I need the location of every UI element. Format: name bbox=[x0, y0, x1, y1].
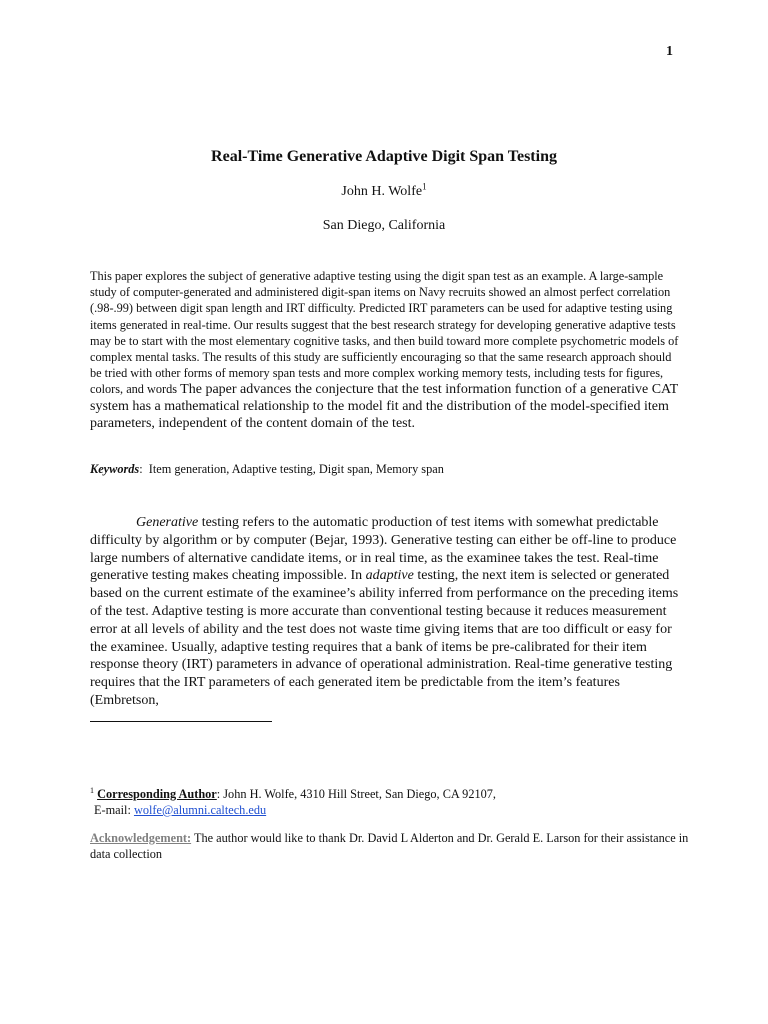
footnote-line-1 bbox=[90, 786, 690, 802]
keywords-separator: : bbox=[139, 462, 143, 476]
footnote-divider bbox=[90, 721, 272, 722]
body-text-1: testing refers to the automatic production of test items with somewhat predictable difficulty by algorithm or by computer (Bejar, 1993). Generative testing can either be off-line to produce large numbers of alternative candidate items, or in real time, as the examinee takes the test. Real-time generative testing makes cheating impossible. In bbox=[90, 515, 677, 584]
footnote-line-2 bbox=[90, 802, 690, 818]
abstract-main: This paper explores the subject of generative adaptive testing using the digit span test as an example. A large-sample study of computer-generated and administered digit-span items on Navy recruits showed an almost perfect correlation (.98-.99) between digit span length and IRT difficulty. Predicted IRT parameters can be used for adaptive testing using items generated in real-time. Our results suggest that the best research strategy for developing generative adaptive tests may be to start with the most elementary cognitive tasks, and then build toward more complete psychometric models of complex mental tasks. The results of this study are sufficiently encouraging so that the same research approach should be tried with other forms of memory span tests and more complex working memory tests, including tests for figures, colors, and words bbox=[90, 269, 679, 397]
footnote-text: : John H. Wolfe, 4310 Hill Street, San Diego, CA 92107, bbox=[216, 787, 496, 801]
abstract bbox=[90, 268, 680, 432]
paper-title: Real-Time Generative Adaptive Digit Span Testing bbox=[211, 148, 557, 165]
footnote-label: Corresponding Author bbox=[97, 787, 217, 801]
keywords bbox=[90, 462, 680, 477]
abstract-tail: The paper advances the conjecture that the test information function of a generative CAT system has a mathematical relationship to the model fit and the distribution of the model-specified item parameters, independent of the content domain of the test. bbox=[90, 382, 678, 432]
email-link[interactable]: wolfe@alumni.caltech.edu bbox=[133, 803, 267, 817]
acknowledgement bbox=[90, 830, 690, 862]
keywords-text: Item generation, Adaptive testing, Digit span, Memory span bbox=[148, 462, 444, 476]
email-label: E-mail: bbox=[94, 803, 134, 817]
body-paragraph bbox=[90, 514, 680, 710]
author-location: San Diego, California bbox=[322, 218, 446, 233]
author-name: John H. Wolfe bbox=[341, 184, 423, 199]
acknowledgement-label: Acknowledgement: bbox=[90, 831, 192, 845]
footnote bbox=[90, 786, 690, 818]
term-adaptive: adaptive bbox=[365, 568, 414, 584]
acknowledgement-text: The author would like to thank Dr. David L Alderton and Dr. Gerald E. Larson for their assistance in data collection bbox=[90, 831, 689, 861]
keywords-label: Keywords bbox=[90, 462, 140, 476]
page-number: 1 bbox=[666, 44, 673, 59]
term-generative: Generative bbox=[136, 515, 199, 530]
footnote-mark: 1 bbox=[90, 785, 94, 795]
author-line bbox=[0, 181, 768, 200]
body-text-2: testing, the next item is selected or generated based on the current estimate of the examinee’s ability inferred from performance on the preceding items of the test. Adaptive testing is more accurate than conventional testing because it reduces measurement error at all levels of ability and the test does not waste time giving items that are too difficult or easy for the examinee. Usually, adaptive testing requires that a bank of items be pre-calibrated for their item response theory (IRT) parameters in advance of operational administration. Real-time generative testing requires that the IRT parameters of each generated item be predictable from the item’s features (Embretson, bbox=[90, 568, 679, 708]
author-footnote-mark[interactable]: 1 bbox=[422, 181, 427, 192]
